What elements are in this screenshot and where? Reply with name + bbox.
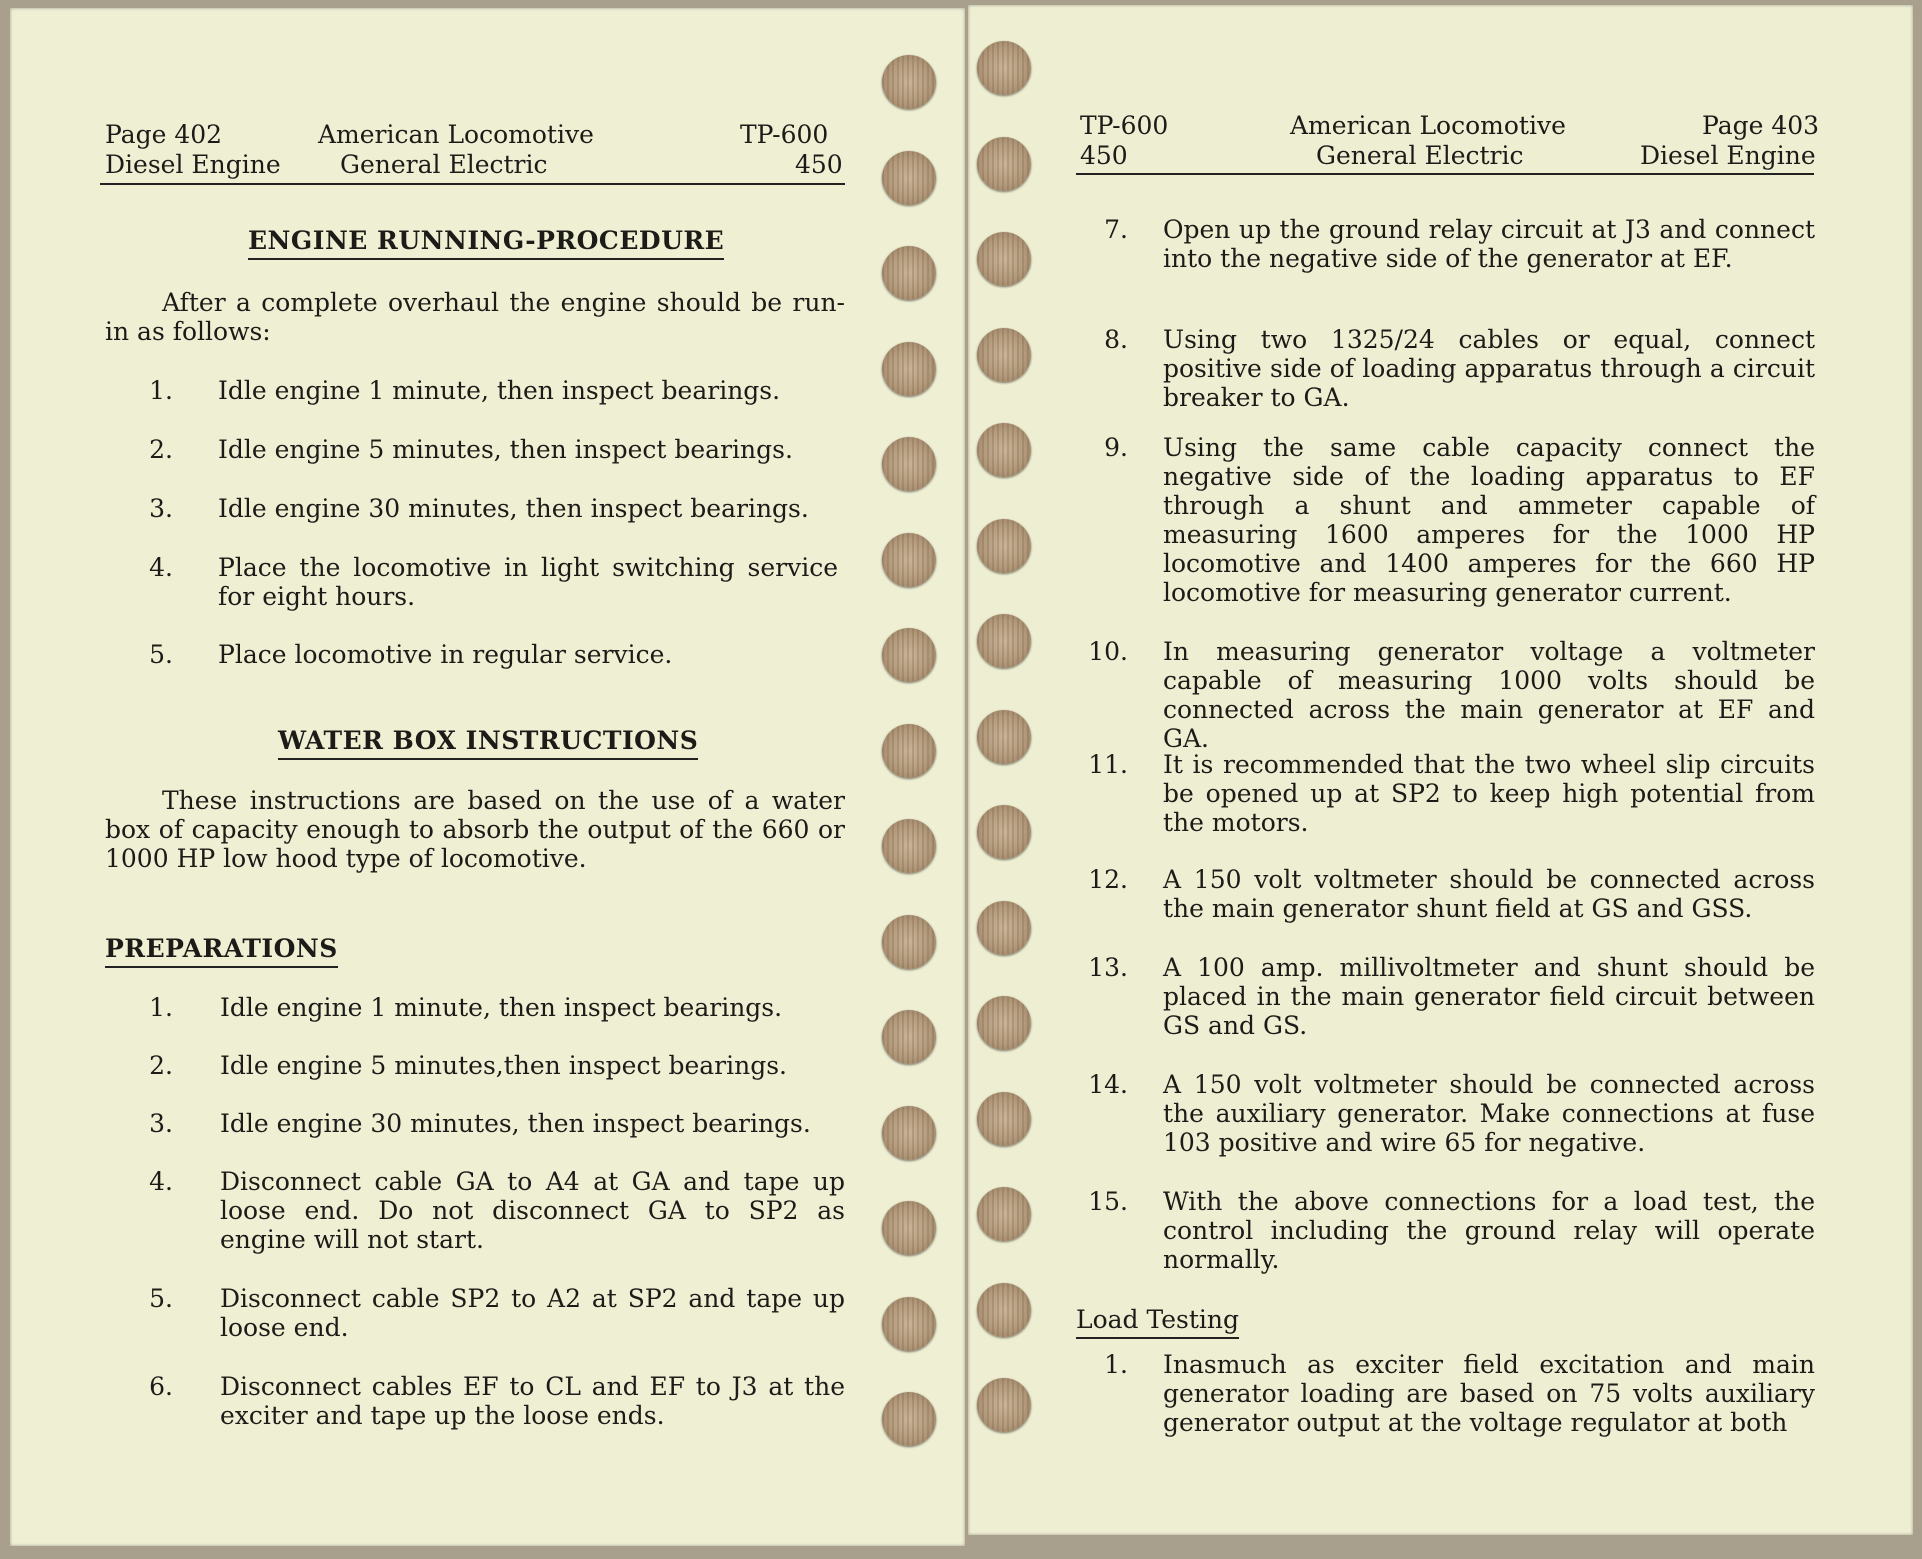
item-number: 9. [1104,433,1128,462]
maker-line-2: General Electric [1316,141,1524,170]
item-number: 10. [1088,637,1128,666]
item-number: 13. [1088,953,1128,982]
list-item [125,1372,845,1432]
binding-hole [977,996,1031,1050]
item-number: 4. [149,1167,173,1196]
list-item [1068,433,1816,607]
item-text: Disconnect cable GA to A4 at GA and tape up loose end. Do not disconnect GA to SP2 as engine will not start. [220,1167,845,1254]
list-item [125,435,845,465]
binding-hole [882,628,936,682]
item-text: Idle engine 5 minutes, then inspect bearings. [218,435,793,464]
binding-hole [977,137,1031,191]
list-item [1068,953,1816,1043]
binding-hole [882,1010,936,1064]
item-number: 3. [149,494,173,523]
binding-hole [977,519,1031,573]
binding-hole [882,915,936,969]
list-item [125,1051,845,1081]
list-item [125,494,845,524]
item-text: Idle engine 5 minutes,then inspect bearings. [220,1051,787,1080]
binding-hole [882,1106,936,1160]
list-item [1068,1070,1816,1160]
binding-hole [977,901,1031,955]
list-item [125,376,845,406]
item-text: With the above connections for a load test, the control including the ground relay will operate normally. [1163,1187,1815,1274]
binding-hole [977,1092,1031,1146]
item-text: A 150 volt voltmeter should be connected across the main generator shunt field at GS and GSS. [1163,865,1815,923]
item-number: 1. [149,993,173,1022]
model-code: TP-600 [1080,111,1169,140]
binding-hole [882,1392,936,1446]
item-text: Inasmuch as exciter field excitation and main generator loading are based on 75 volts auxiliary generator output at the voltage regulator at both [1163,1350,1815,1437]
left-page [10,8,965,1546]
list-item [1068,865,1816,925]
binding-hole [977,232,1031,286]
list-item [1068,1187,1816,1277]
binding-hole [977,1378,1031,1432]
list-item [1068,637,1816,753]
binding-hole [977,1187,1031,1241]
list-item [1068,215,1816,305]
item-number: 8. [1104,325,1128,354]
item-number: 2. [149,1051,173,1080]
header-rule [100,183,845,185]
item-text: Using the same cable capacity connect the negative side of the loading apparatus to EF through a shunt and ammeter capable of measuring 1600 amperes for the 1000 HP locomotive and 1400 amperes for the 660 HP locomotive for measuring generator current. [1163,433,1815,607]
binding-hole [977,710,1031,764]
binding-hole [882,437,936,491]
item-number: 1. [149,376,173,405]
list-item [125,1109,845,1139]
list-item [125,553,845,613]
section-heading-preparations: PREPARATIONS [105,934,338,968]
item-number: 11. [1088,750,1128,779]
item-text: Idle engine 1 minute, then inspect bearings. [220,993,783,1022]
item-text: Place locomotive in regular service. [218,640,673,669]
page-subject: Diesel Engine [1640,141,1816,170]
item-number: 12. [1088,865,1128,894]
item-text: Using two 1325/24 cables or equal, connect positive side of loading apparatus through a circuit breaker to GA. [1163,325,1815,412]
item-number: 3. [149,1109,173,1138]
item-text: Place the locomotive in light switching service for eight hours. [218,553,838,611]
item-text: A 100 amp. millivoltmeter and shunt should be placed in the main generator field circuit between GS and GS. [1163,953,1815,1040]
binding-hole [977,423,1031,477]
binding-hole [882,1297,936,1351]
maker-line-2: General Electric [340,150,548,179]
list-item [1068,1350,1816,1440]
item-text: Idle engine 30 minutes, then inspect bearings. [218,494,809,523]
binding-hole [882,55,936,109]
item-text: Idle engine 1 minute, then inspect bearings. [218,376,781,405]
item-text: It is recommended that the two wheel slip circuits be opened up at SP2 to keep high potential from the motors. [1163,750,1815,837]
section-heading-engine-running: ENGINE RUNNING-PROCEDURE [248,226,724,260]
item-number: 4. [149,553,173,582]
page-number: Page 403 [1702,111,1820,140]
binding-hole [882,724,936,778]
item-text: Disconnect cable SP2 to A2 at SP2 and tape up loose end. [220,1284,845,1342]
maker-line-1: American Locomotive [1290,111,1566,140]
list-item [1068,325,1816,415]
model-code: TP-600 [740,120,829,149]
item-number: 2. [149,435,173,464]
item-number: 14. [1088,1070,1128,1099]
right-page [968,5,1913,1535]
list-item [125,640,845,670]
header-rule [1076,173,1814,175]
item-number: 7. [1104,215,1128,244]
item-text: Idle engine 30 minutes, then inspect bearings. [220,1109,811,1138]
binding-hole [977,805,1031,859]
page-number: Page 402 [105,120,223,149]
item-text: Disconnect cables EF to CL and EF to J3 at the exciter and tape up the loose ends. [220,1372,845,1430]
binding-hole [882,342,936,396]
binding-hole [882,246,936,300]
binding-hole [977,41,1031,95]
item-number: 6. [149,1372,173,1401]
item-number: 1. [1104,1350,1128,1379]
item-number: 5. [149,1284,173,1313]
item-text: A 150 volt voltmeter should be connected across the auxiliary generator. Make connections at fuse 103 positive and wire 65 for negative. [1163,1070,1815,1157]
section-heading-load-testing: Load Testing [1076,1305,1239,1339]
engine-running-intro: After a complete overhaul the engine should be run-in as follows: [105,288,845,346]
maker-line-1: American Locomotive [318,120,594,149]
item-text: Open up the ground relay circuit at J3 and connect into the negative side of the generator at EF. [1163,215,1815,273]
model-number: 450 [795,150,843,179]
page-subject: Diesel Engine [105,150,281,179]
binding-hole [882,1201,936,1255]
water-box-intro: These instructions are based on the use of a water box of capacity enough to absorb the output of the 660 or 1000 HP low hood type of locomotive. [105,786,845,873]
item-number: 5. [149,640,173,669]
binding-hole [977,614,1031,668]
binding-hole [882,151,936,205]
list-item [125,993,845,1023]
binding-hole [977,328,1031,382]
binding-hole [882,533,936,587]
item-text: In measuring generator voltage a voltmeter capable of measuring 1000 volts should be connected across the main generator at EF and GA. [1163,637,1815,753]
item-number: 15. [1088,1187,1128,1216]
section-heading-water-box: WATER BOX INSTRUCTIONS [278,726,698,760]
list-item [1068,750,1816,840]
model-number: 450 [1080,141,1128,170]
binding-hole [882,819,936,873]
binding-hole [977,1283,1031,1337]
list-item [125,1284,845,1344]
list-item [125,1167,845,1257]
